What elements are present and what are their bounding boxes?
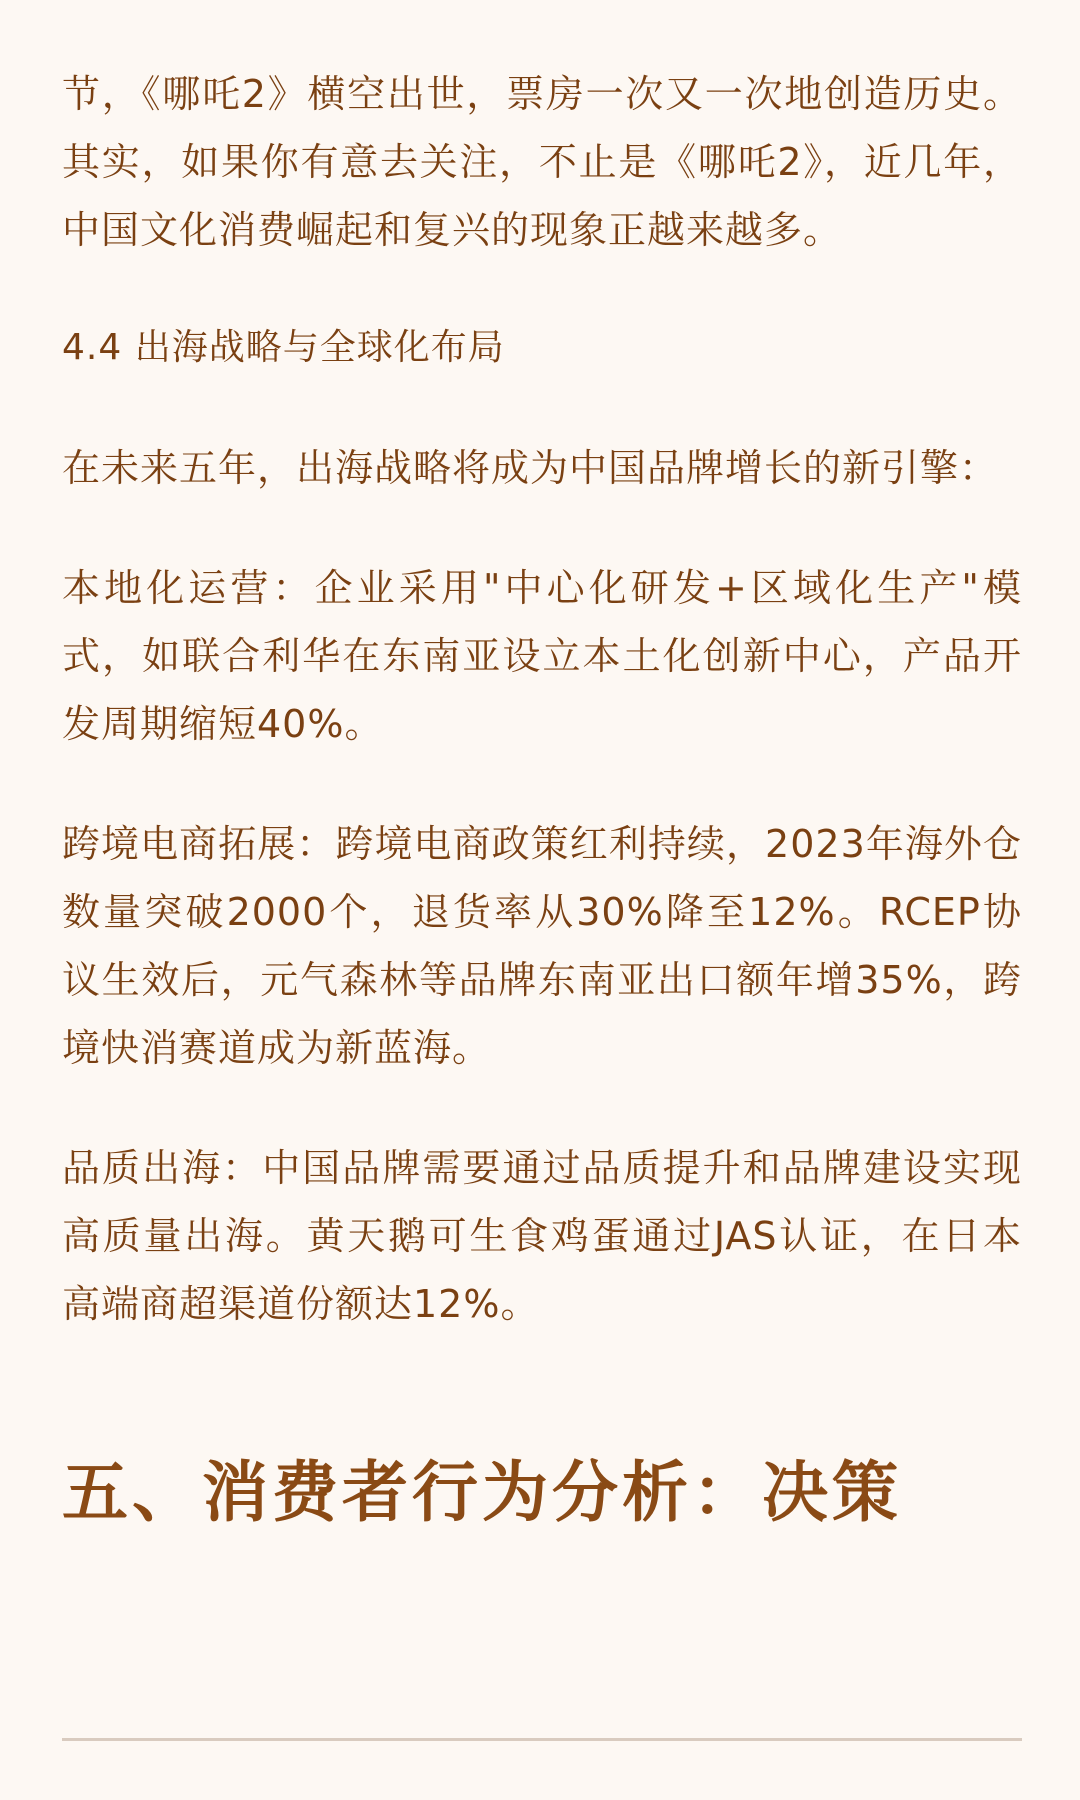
spacer: [62, 502, 1022, 554]
point-cross-border: 跨境电商拓展：跨境电商政策红利持续，2023年海外仓数量突破2000个，退货率从30%降至12%。RCEP协议生效后，元气森林等品牌东南亚出口额年增35%，跨境快消赛道成为新蓝海。: [62, 822, 1022, 1070]
lead-paragraph: 在未来五年，出海战略将成为中国品牌增长的新引擎：: [62, 446, 999, 490]
point-localization: 本地化运营：企业采用"中心化研发+区域化生产"模式，如联合利华在东南亚设立本土化创新中心，产品开发周期缩短40%。: [62, 566, 1022, 746]
subsection-title: 4.4 出海战略与全球化布局: [62, 327, 505, 368]
spacer: [62, 1082, 1022, 1134]
section-heading: 五、消费者行为分析：决策: [62, 1454, 902, 1531]
spacer: [62, 758, 1022, 810]
article-body: [62, 60, 1022, 1538]
spacer: [62, 264, 1022, 314]
section-divider: [62, 1738, 1022, 1741]
spacer: [62, 1338, 1022, 1448]
point-quality: 品质出海：中国品牌需要通过品质提升和品牌建设实现高质量出海。黄天鹅可生食鸡蛋通过JAS认证，在日本高端商超渠道份额达12%。: [62, 1146, 1022, 1326]
spacer: [62, 382, 1022, 434]
intro-paragraph: 节，《哪吒2》横空出世，票房一次又一次地创造历史。其实，如果你有意去关注，不止是《哪吒2》，近几年，中国文化消费崛起和复兴的现象正越来越多。: [62, 72, 1022, 252]
